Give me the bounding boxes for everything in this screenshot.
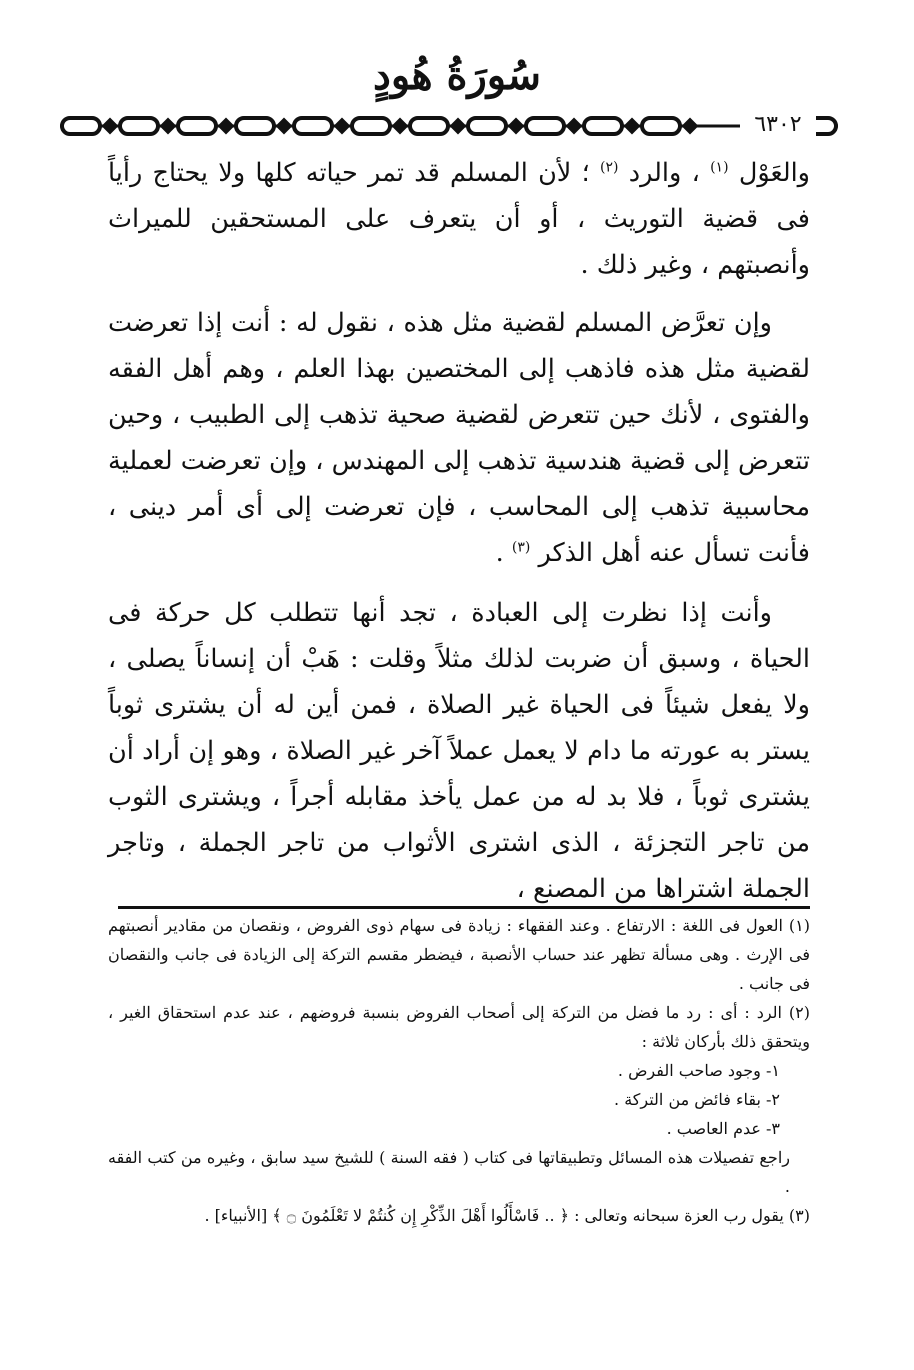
ornament-link bbox=[642, 118, 680, 134]
footnotes bbox=[108, 911, 810, 1230]
ornament-diamond bbox=[394, 120, 405, 131]
page-number: ٦٣٠٢ bbox=[740, 110, 816, 140]
ornament-link bbox=[468, 118, 506, 134]
ornament-link bbox=[294, 118, 332, 134]
p2-text-a: وإن تعرَّض المسلم لقضية مثل هذه ، نقول له : أنت إذا تعرضت لقضية مثل هذه فاذهب إلى المختصين بهذا العلم ، وهم أهل الفقه والفتوى ، لأنك حين تتعرض لقضية صحية تذهب إلى الطبيب ، وحين تتعرض إلى قضية هندسية تذهب إلى المهندس ، وإن تعرضت لعملية محاسبية تذهب إلى المحاسب ، فإن تعرضت إلى أى أمر دينى ، فأنت تسأل عنه أهل الذكر bbox=[108, 308, 810, 568]
ornament-diamond bbox=[104, 120, 115, 131]
ornament-diamond bbox=[510, 120, 521, 131]
paragraph-2 bbox=[108, 300, 810, 576]
ornament-link bbox=[352, 118, 390, 134]
p1-text-c: ؛ لأن المسلم قد تمر حياته كلها ولا يحتاج رأياً فى قضية التوريث ، أو أن يتعرف على المستحقين للميراث وأنصبتهم ، وغير ذلك . bbox=[108, 158, 810, 280]
footnote-2: (٢) الرد : أى : رد ما فضل من التركة إلى أصحاب الفروض بنسبة فروضهم ، عند عدم استحقاق الغير ، ويتحقق ذلك بأركان ثلاثة : bbox=[108, 1003, 810, 1051]
footnote-2-item-2: ٢- بقاء فائض من التركة . bbox=[614, 1090, 780, 1109]
p2-text-b: . bbox=[495, 538, 504, 568]
ornament-diamond bbox=[568, 120, 579, 131]
footnote-ref-2[interactable]: (٢) bbox=[599, 159, 619, 176]
paragraph-3: وأنت إذا نظرت إلى العبادة ، تجد أنها تتطلب كل حركة فى الحياة ، وسبق أن ضربت لذلك مثلاً وقلت : هَبْ أن إنساناً يصلى ، ولا يفعل شيئاً فى الحياة غير الصلاة ، فمن أين له أن يشترى ثوباً يستر به عورته ما دام لا يعمل عملاً آخر غير الصلاة ، وهو إن أراد أن يشترى ثوباً ، فلا بد له من عمل يأخذ مقابله أجراً ، ويشترى الثوب من تاجر التجزئة ، الذى اشترى الأثواب من تاجر الجملة ، وتاجر الجملة اشتراها من المصنع ، bbox=[108, 598, 810, 904]
footnote-3: (٣) يقول رب العزة سبحانه وتعالى : ﴿ .. فَاسْأَلُوا أَهْلَ الذِّكْرِ إِن كُنتُمْ لا تَعْلَمُونَ ۝ ﴾ [الأنبياء] . bbox=[204, 1206, 810, 1225]
p1-text-a: والعَوْل bbox=[738, 158, 810, 188]
footnote-2-item-3: ٣- عدم العاصب . bbox=[666, 1119, 780, 1138]
ornament-border-icon bbox=[60, 113, 838, 139]
footnote-2-reference: راجع تفصيلات هذه المسائل وتطبيقاتها فى كتاب ( فقه السنة ) للشيخ سيد سابق ، وغيره من كتب الفقه . bbox=[108, 1148, 790, 1196]
ornament-diamond bbox=[162, 120, 173, 131]
ornament-diamond bbox=[220, 120, 231, 131]
ornament-link bbox=[526, 118, 564, 134]
ornament-link bbox=[584, 118, 622, 134]
main-text bbox=[108, 150, 810, 912]
paragraph-1 bbox=[108, 150, 810, 288]
ornament-link bbox=[178, 118, 216, 134]
ornament-link bbox=[62, 118, 100, 134]
footnote-1: (١) العول فى اللغة : الارتفاع . وعند الفقهاء : زيادة فى سهام ذوى الفروض ، ونقصان من مقادير أنصبتهم فى الإرث . وهى مسألة تظهر عند حساب الأنصبة ، فيضطر مقسم التركة إلى الزيادة فى جانب والنقصان فى جانب . bbox=[108, 916, 810, 993]
ornament-diamond bbox=[452, 120, 463, 131]
ornament-link bbox=[236, 118, 274, 134]
footnote-ref-1[interactable]: (١) bbox=[710, 159, 729, 176]
ornament-diamond bbox=[336, 120, 347, 131]
ornament-diamond bbox=[626, 120, 637, 131]
ornament-link bbox=[120, 118, 158, 134]
footnote-divider bbox=[118, 906, 810, 909]
surah-title: سُورَةُ هُودٍ bbox=[373, 52, 541, 99]
footnote-2-item-1: ١- وجود صاحب الفرض . bbox=[617, 1061, 780, 1080]
ornament-diamond bbox=[278, 120, 289, 131]
ornament-link bbox=[410, 118, 448, 134]
p1-text-b: ، والرد bbox=[628, 158, 700, 188]
footnote-ref-3[interactable]: (٣) bbox=[511, 539, 531, 556]
ornament-diamond bbox=[684, 120, 695, 131]
